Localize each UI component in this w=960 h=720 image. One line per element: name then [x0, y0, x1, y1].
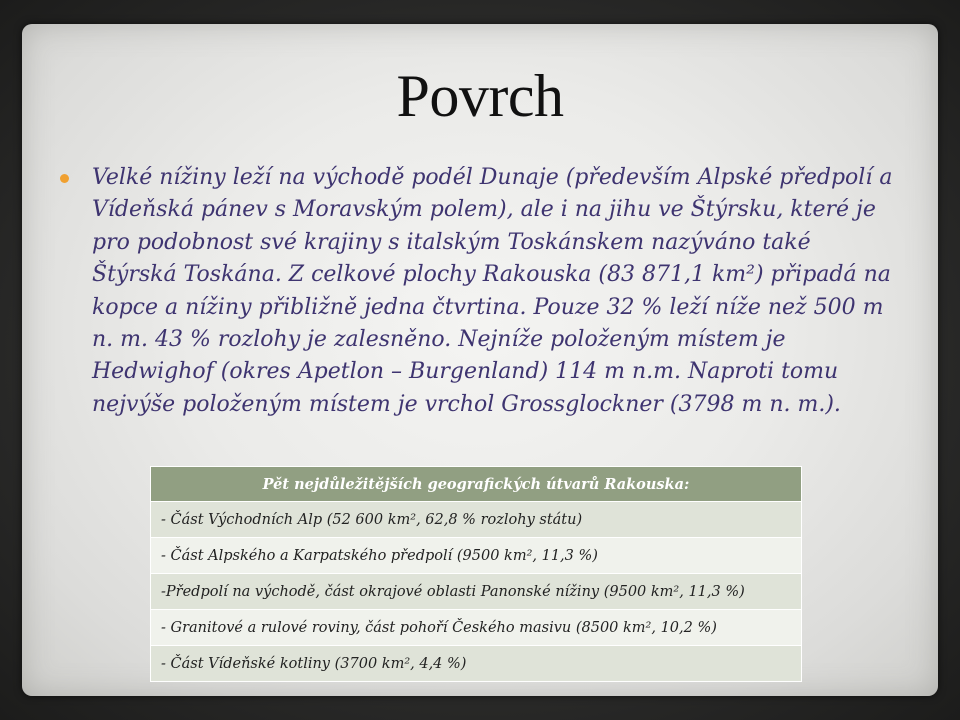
table-row: [151, 502, 802, 538]
table-cell: - Část Východních Alp (52 600 km², 62,8 % rozlohy státu): [151, 502, 802, 538]
table-cell: - Část Alpského a Karpatského předpolí (9500 km², 11,3 %): [151, 538, 802, 574]
bullet-text: Velké nížiny leží na východě podél Dunaje (především Alpské předpolí a Vídeňská pánev s Moravským polem), ale i na jihu ve Štýrsku, které je pro podobnost své krajiny s italským Toskánskem nazýváno také Štýrská Toskána. Z celkové plochy Rakouska (83 871,1 km²) připadá na kopce a nížiny přibližně jedna čtvrtina. Pouze 32 % leží níže než 500 m n. m. 43 % rozlohy je zalesněno. Nejníže položeným místem je Hedwighof (okres Apetlon – Burgenland) 114 m n.m. Naproti tomu nejvýše položeným místem je vrchol Grossglockner (3798 m n. m.).: [92, 165, 893, 417]
table-cell: -Předpolí na východě, část okrajové oblasti Panonské nížiny (9500 km², 11,3 %): [151, 574, 802, 610]
bullet-dot-icon: [60, 174, 69, 183]
table-row: [151, 574, 802, 610]
table-cell: - Část Vídeňské kotliny (3700 km², 4,4 %): [151, 646, 802, 682]
table-row: [151, 610, 802, 646]
table-header: Pět nejdůležitějších geografických útvarů Rakouska:: [151, 467, 802, 502]
slide-title: Povrch: [396, 63, 564, 129]
geography-table: [150, 466, 802, 682]
table-row: [151, 646, 802, 682]
table-row: [151, 538, 802, 574]
table-header-row: [151, 467, 802, 502]
table-cell: - Granitové a rulové roviny, část pohoří Českého masivu (8500 km², 10,2 %): [151, 610, 802, 646]
